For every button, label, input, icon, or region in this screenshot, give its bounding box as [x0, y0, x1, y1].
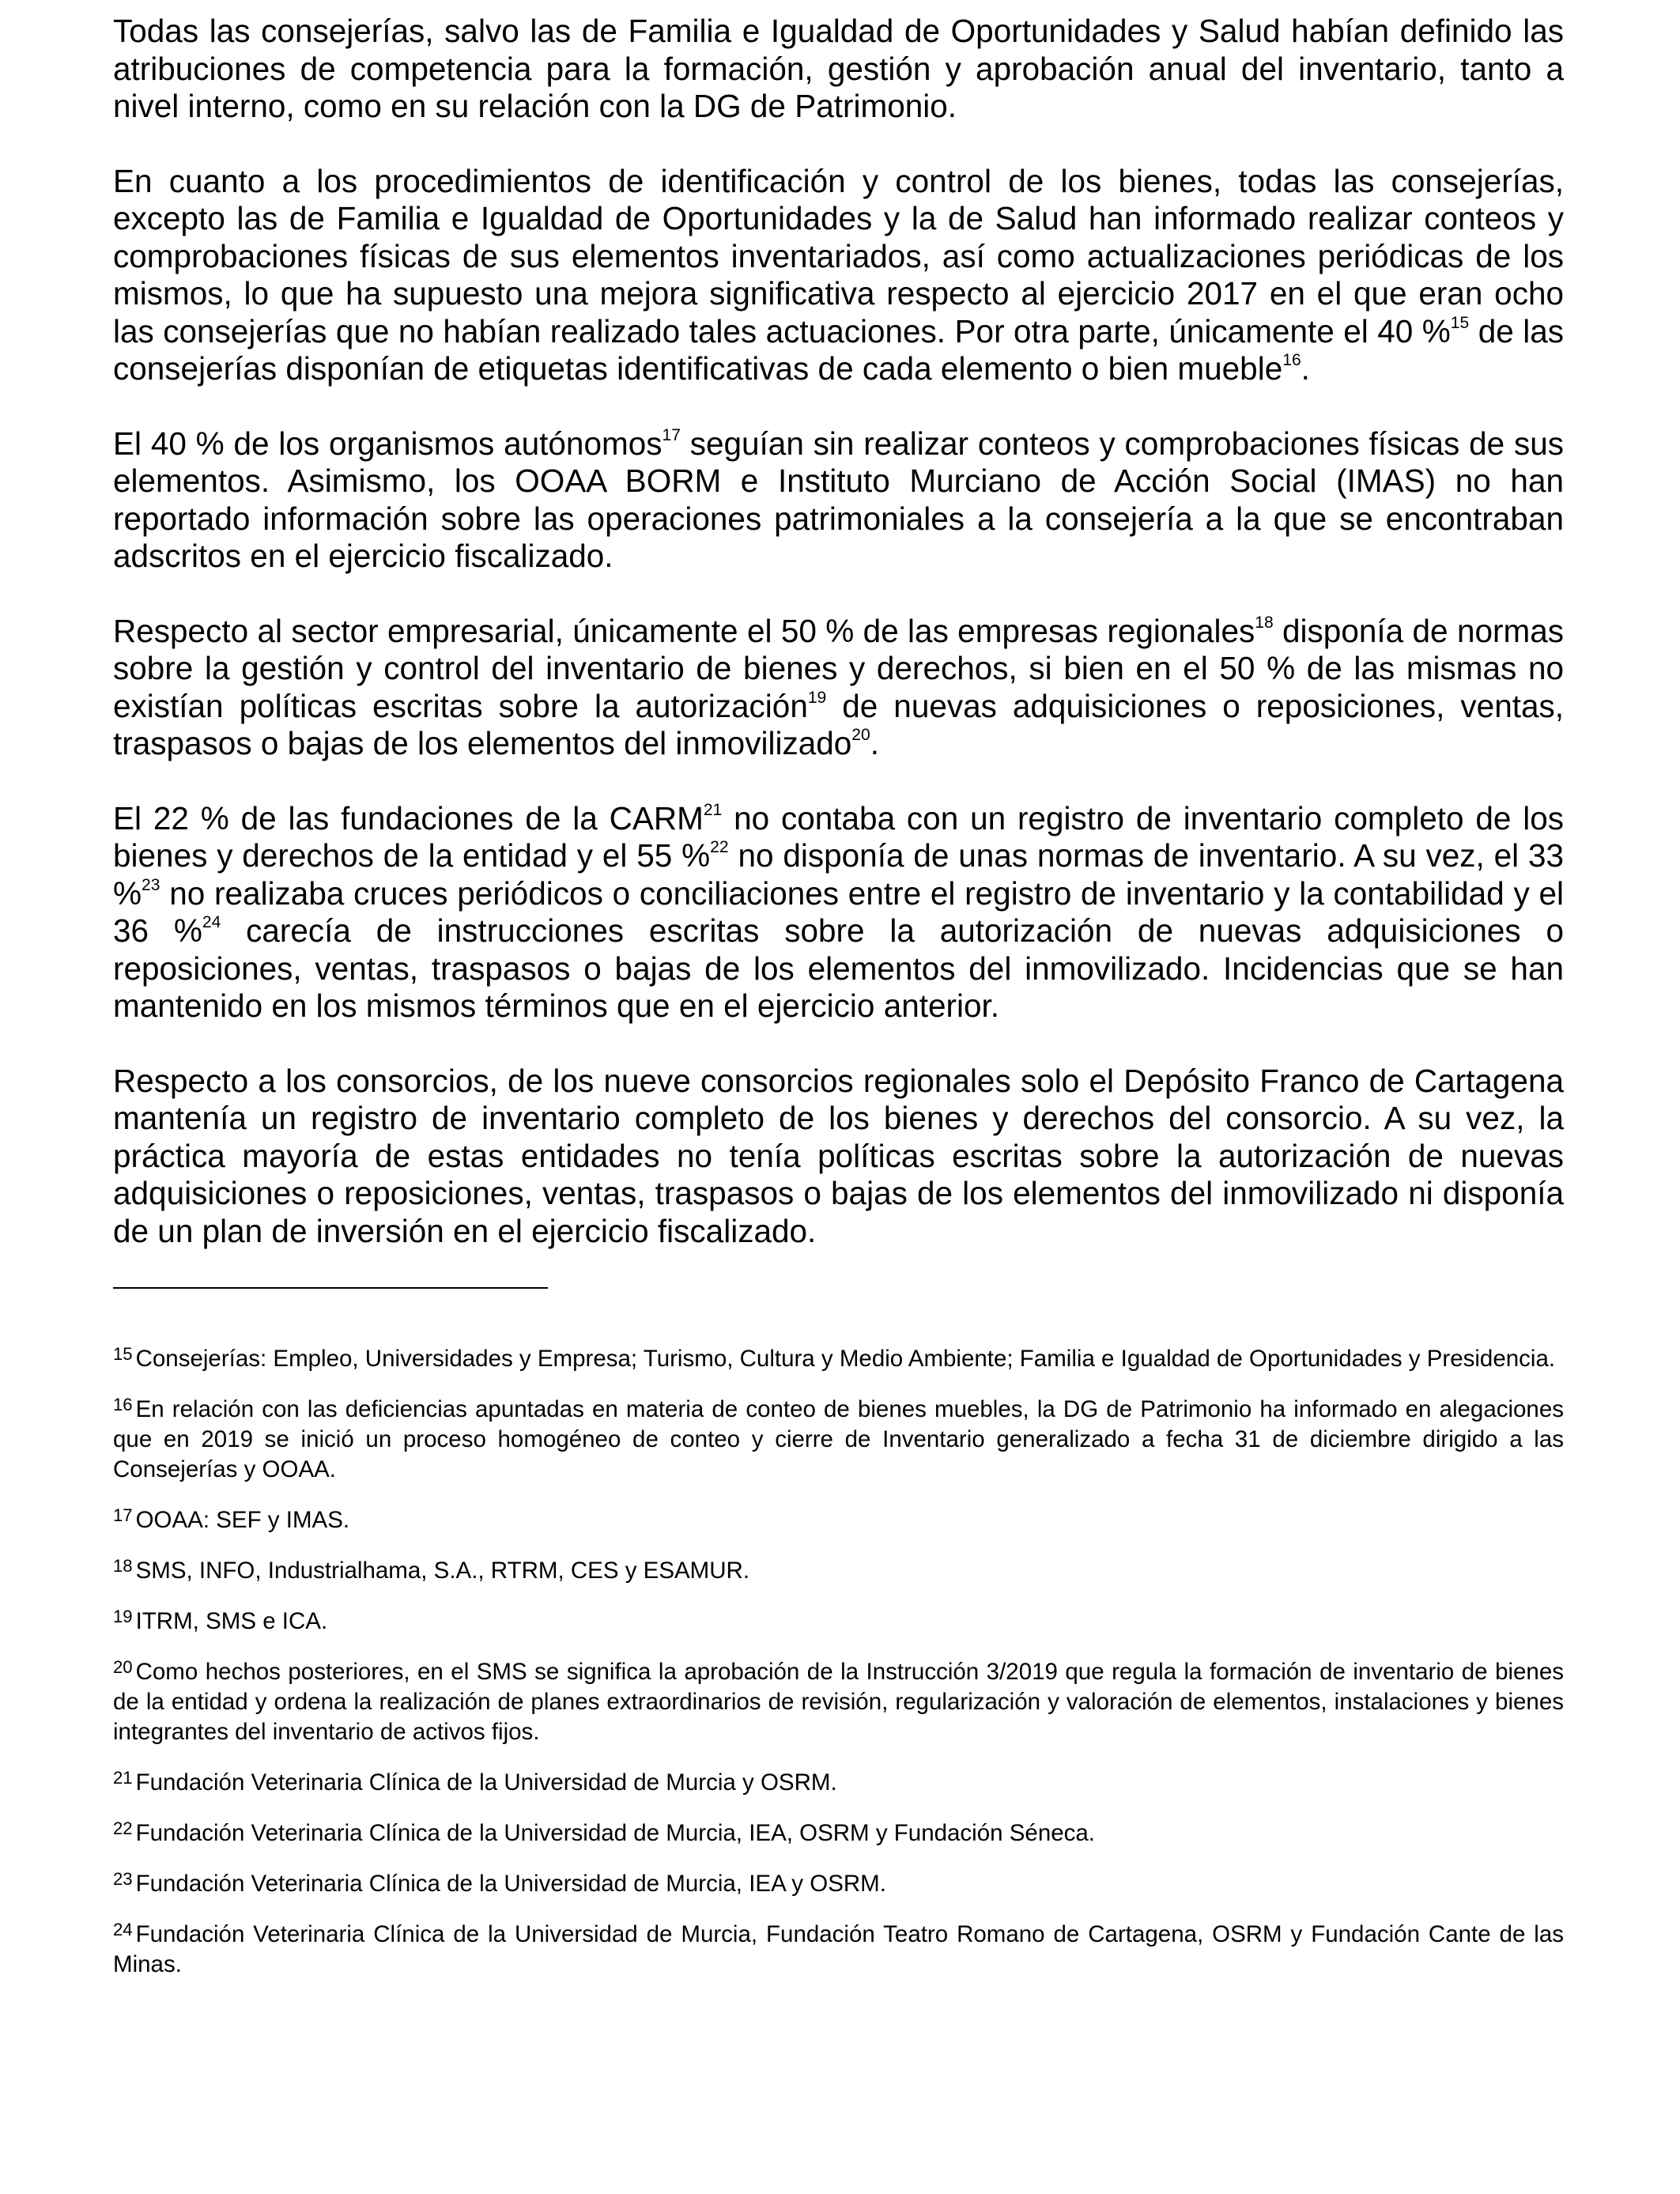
- paragraph: [113, 163, 1564, 388]
- paragraph: [113, 425, 1564, 576]
- footnote-text: Fundación Veterinaria Clínica de la Universidad de Murcia, Fundación Teatro Romano de Cartagena, OSRM y Fundación Cante de las Minas.: [113, 1921, 1564, 1977]
- paragraph-text: Todas las consejerías, salvo las de Familia e Igualdad de Oportunidades y Salud habían definido las atribuciones de competencia para la formación, gestión y aprobación anual del inventario, tanto a nivel interno, como en su relación con la DG de Patrimonio.: [113, 13, 1564, 124]
- footnote-text: Fundación Veterinaria Clínica de la Universidad de Murcia y OSRM.: [135, 1769, 837, 1796]
- footnote-reference: 16: [1282, 351, 1301, 370]
- paragraph: [113, 613, 1564, 763]
- document-page: [113, 13, 1564, 2000]
- footnote-reference: 18: [1255, 613, 1274, 632]
- footnote-reference: 21: [703, 800, 723, 819]
- footnote-reference: 23: [142, 875, 160, 894]
- footnote-reference: 17: [662, 425, 681, 444]
- paragraph-text: de nuevas adquisiciones o reposiciones, ventas, traspasos o bajas de los elementos del inmovilizado: [113, 687, 1564, 761]
- footnote: [113, 1505, 1564, 1535]
- footnote-text: Como hechos posteriores, en el SMS se significa la aprobación de la Instrucción 3/2019 que regula la formación de inventario de bienes de la entidad y ordena la realización de planes extraordinarios de revisión, regularización y valoración de elementos, instalaciones y bienes integrantes del inventario de activos fijos.: [113, 1659, 1564, 1745]
- paragraph: [113, 800, 1564, 1025]
- paragraph-text: no disponía de unas normas de inventario. A su vez, el 33 %: [113, 837, 1565, 912]
- paragraph: [113, 1063, 1564, 1251]
- paragraph: [113, 13, 1564, 126]
- paragraph-text: carecía de instrucciones escritas sobre la autorización de nuevas adquisiciones o reposiciones, ventas, traspasos o bajas de los elementos del inmovilizado. Incidencias que se han mantenido en los mismos términos que en el ejercicio anterior.: [113, 912, 1564, 1024]
- body-text: [113, 13, 1564, 1250]
- footnote-reference: 24: [202, 913, 221, 932]
- paragraph-text: no contaba con un registro de inventario completo de los bienes y derechos de la entidad y el 55 %: [113, 799, 1564, 874]
- footnote-text: En relación con las deficiencias apuntadas en materia de conteo de bienes muebles, la DG de Patrimonio ha informado en alegaciones que en 2019 se inició un proceso homogéneo de conteo y cierre de Inventario generalizado a fecha 31 de diciembre dirigido a las Consejerías y OOAA.: [113, 1396, 1564, 1482]
- footnote-reference: 22: [710, 838, 729, 857]
- footnote: [113, 1556, 1564, 1586]
- footnotes: [113, 1344, 1564, 1980]
- footnote-separator: [113, 1287, 548, 1289]
- footnote: [113, 1344, 1564, 1374]
- paragraph-text: seguían sin realizar conteos y comprobaciones físicas de sus elementos. Asimismo, los OOAA BORM e Instituto Murciano de Acción Social (IMAS) no han reportado información sobre las operaciones patrimoniales a la consejería a la que se encontraban adscritos en el ejercicio fiscalizado.: [113, 425, 1564, 574]
- footnote-reference: 15: [1450, 313, 1470, 332]
- footnote-number: 15: [113, 1343, 133, 1364]
- paragraph-text: .: [1301, 350, 1310, 387]
- footnote-number: 17: [113, 1505, 133, 1525]
- footnote: [113, 1818, 1564, 1848]
- footnote: [113, 1657, 1564, 1747]
- footnote-number: 19: [113, 1606, 133, 1626]
- paragraph-text: El 22 % de las fundaciones de la CARM: [113, 799, 704, 836]
- footnote: [113, 1920, 1564, 1980]
- footnote: [113, 1869, 1564, 1899]
- footnote-text: Consejerías: Empleo, Universidades y Empresa; Turismo, Cultura y Medio Ambiente; Familia e Igualdad de Oportunidades y Presidencia.: [135, 1346, 1556, 1372]
- paragraph-text: El 40 % de los organismos autónomos: [113, 425, 663, 462]
- footnote-text: ITRM, SMS e ICA.: [135, 1608, 328, 1634]
- footnote-text: SMS, INFO, Industrialhama, S.A., RTRM, CES y ESAMUR.: [135, 1558, 750, 1584]
- footnote: [113, 1395, 1564, 1485]
- footnote-text: Fundación Veterinaria Clínica de la Universidad de Murcia, IEA, OSRM y Fundación Séneca.: [135, 1820, 1095, 1846]
- paragraph-text: de las consejerías disponían de etiquetas identificativas de cada elemento o bien mueble: [113, 312, 1565, 387]
- footnote-number: 21: [113, 1767, 133, 1788]
- paragraph-text: En cuanto a los procedimientos de identificación y control de los bienes, todas las consejerías, excepto las de Familia e Igualdad de Oportunidades y la de Salud han informado realizar conteos y comprobaciones físicas de sus elementos inventariados, así como actualizaciones periódicas de los mismos, lo que ha supuesto una mejora significativa respecto al ejercicio 2017 en el que eran ocho las consejerías que no habían realizado tales actuaciones. Por otra parte, únicamente el 40 %: [113, 162, 1564, 349]
- paragraph-text: Respecto al sector empresarial, únicamente el 50 % de las empresas regionales: [113, 612, 1255, 649]
- footnote-number: 23: [113, 1868, 133, 1889]
- footnote-number: 16: [113, 1394, 133, 1414]
- footnote-number: 20: [113, 1656, 133, 1677]
- footnote: [113, 1607, 1564, 1637]
- paragraph-text: Respecto a los consorcios, de los nueve consorcios regionales solo el Depósito Franco de Cartagena mantenía un registro de inventario completo de los bienes y derechos del consorcio. A su vez, la práctica mayoría de estas entidades no tenía políticas escritas sobre la autorización de nuevas adquisiciones o reposiciones, ventas, traspasos o bajas de los elementos del inmovilizado ni disponía de un plan de inversión en el ejercicio fiscalizado.: [113, 1062, 1564, 1249]
- footnote: [113, 1768, 1564, 1798]
- footnote-number: 24: [113, 1919, 133, 1939]
- footnote-number: 22: [113, 1818, 133, 1838]
- footnote-reference: 20: [851, 726, 870, 745]
- footnote-number: 18: [113, 1555, 133, 1576]
- footnote-text: OOAA: SEF y IMAS.: [135, 1507, 350, 1533]
- paragraph-text: disponía de normas sobre la gestión y control del inventario de bienes y derechos, si bien en el 50 % de las mismas no existían políticas escritas sobre la autorización: [113, 612, 1564, 724]
- paragraph-text: .: [870, 725, 879, 761]
- paragraph-text: no realizaba cruces periódicos o conciliaciones entre el registro de inventario y la contabilidad y el 36 %: [113, 874, 1564, 949]
- footnote-reference: 19: [807, 688, 827, 707]
- footnote-text: Fundación Veterinaria Clínica de la Universidad de Murcia, IEA y OSRM.: [135, 1871, 886, 1897]
